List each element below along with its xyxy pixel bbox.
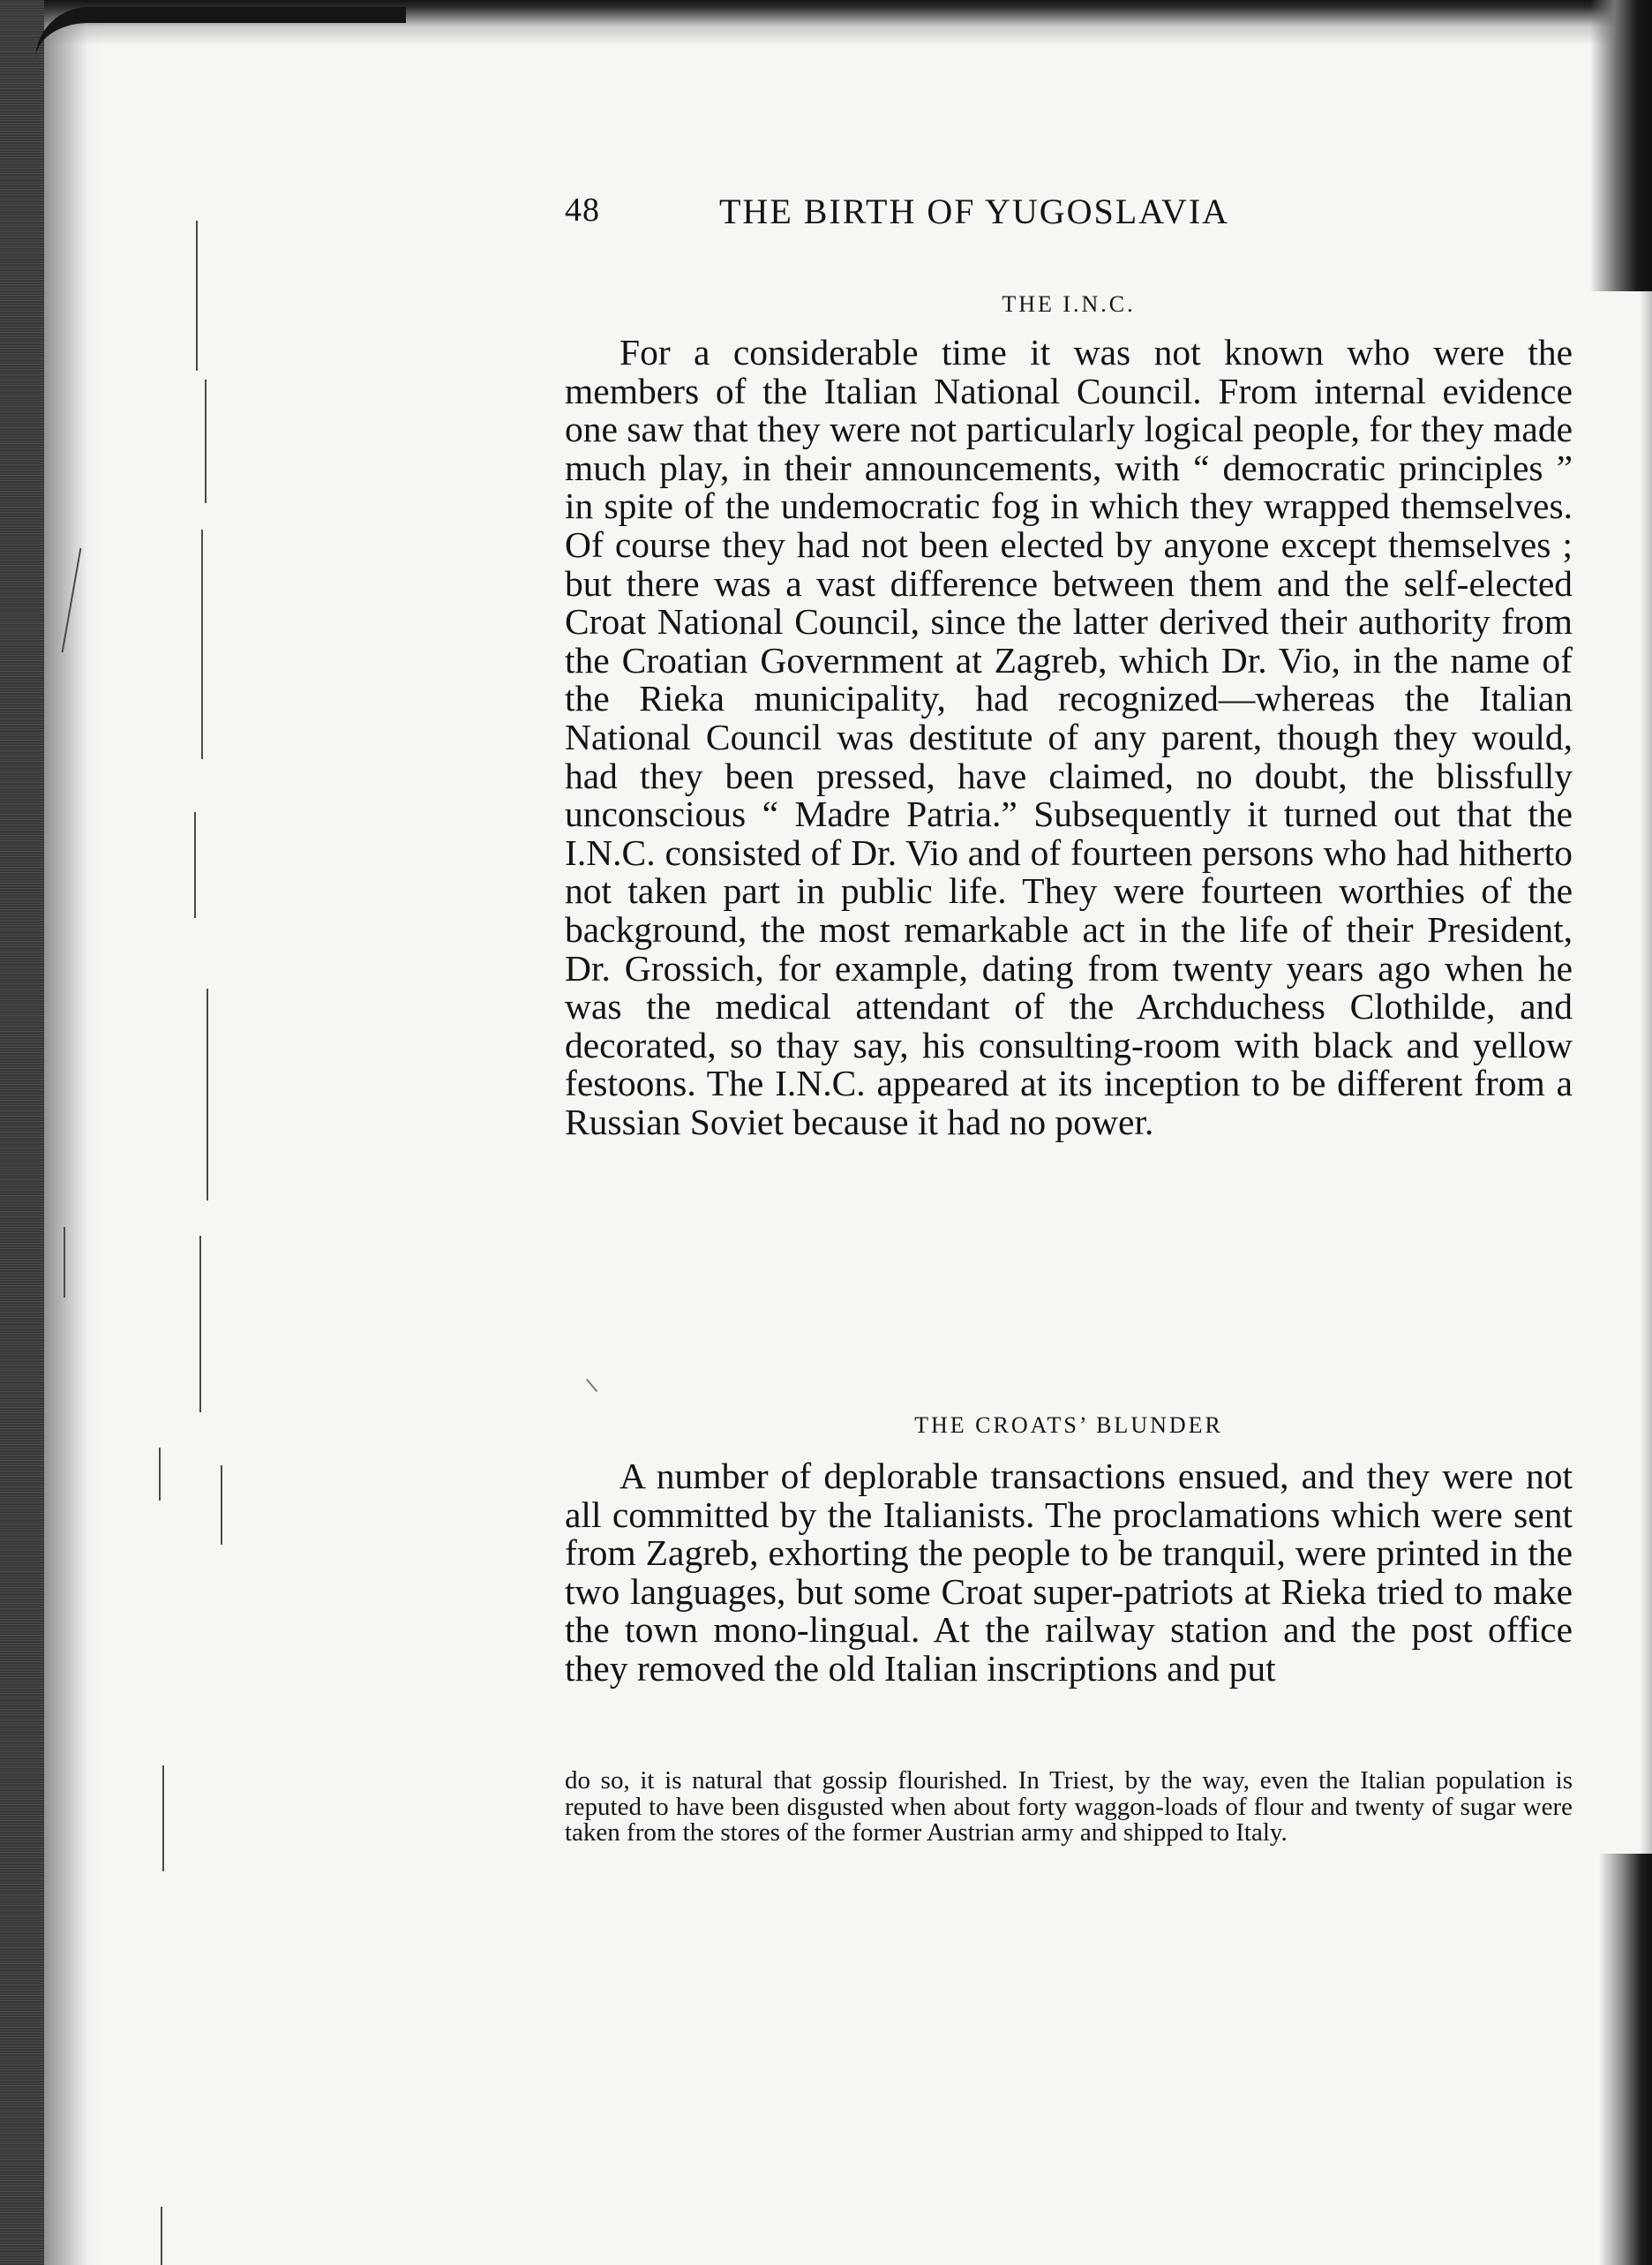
scan-left-edge	[0, 0, 44, 2265]
scan-left-shadow	[44, 0, 106, 2265]
running-head	[565, 191, 1385, 240]
section-heading-inc: THE I.N.C.	[1002, 291, 1136, 317]
scan-right-edge-top	[1590, 0, 1652, 291]
stray-mark	[586, 1371, 607, 1392]
paragraph-croats-blunder: A number of deplorable transactions ensued, and they were not all committed by the Italianists. The proclamations which were sent from Zagreb, exhorting the people to be tranquil, were printed in the two languages, but some Croat super-patriots at Rieka tried to make the town mono-lingual. At the railway station and the post office they removed the old Italian inscriptions and put	[565, 1456, 1573, 1689]
paragraph-inc: For a considerable time it was not known who were the members of the Italian National Council. From internal evidence one saw that they were not particularly logical people, for they made much play, in their announcements, with “ democratic principles ” in spite of the undemocratic fog in which they wrapped themselves. Of course they had not been elected by anyone except themselves ; but there was a vast difference between them and the self-elected Croat National Council, since the latter derived their authority from the Croatian Government at Zagreb, which Dr. Vio, in the name of the Rieka municipality, had recognized—whereas the Italian National Council was destitute of any parent, though they would, had they been pressed, have claimed, no doubt, the blissfully unconscious “ Madre Patria.” Subsequently it turned out that the I.N.C. consisted of Dr. Vio and of fourteen persons who had hitherto not taken part in public life. They were fourteen worthies of the background, the most remarkable act in the life of their President, Dr. Grossich, for example, dating from twenty years ago when he was the medical attendant of the Archduchess Clothilde, and decorated, so thay say, his consulting-room with black and yellow festoons. The I.N.C. appeared at its inception to be different from a Russian Soviet because it had no power.	[565, 332, 1573, 1142]
scan-right-edge-mid	[1640, 291, 1652, 1854]
margin-artifacts	[168, 88, 247, 2242]
book-title: THE BIRTH OF YUGOSLAVIA	[719, 192, 1230, 231]
section-heading-croats-blunder: THE CROATS’ BLUNDER	[914, 1412, 1223, 1438]
footnote: do so, it is natural that gossip flourished. In Triest, by the way, even the Italian population is reputed to have been disgusted when about forty waggon-loads of flour and twenty of sugar were taken from the stores of the former Austrian army and shipped to Italy.	[565, 1766, 1573, 1847]
page-number: 48	[565, 192, 600, 229]
scan-top-curl	[35, 7, 406, 76]
scan-right-edge-bottom	[1599, 1854, 1652, 2265]
